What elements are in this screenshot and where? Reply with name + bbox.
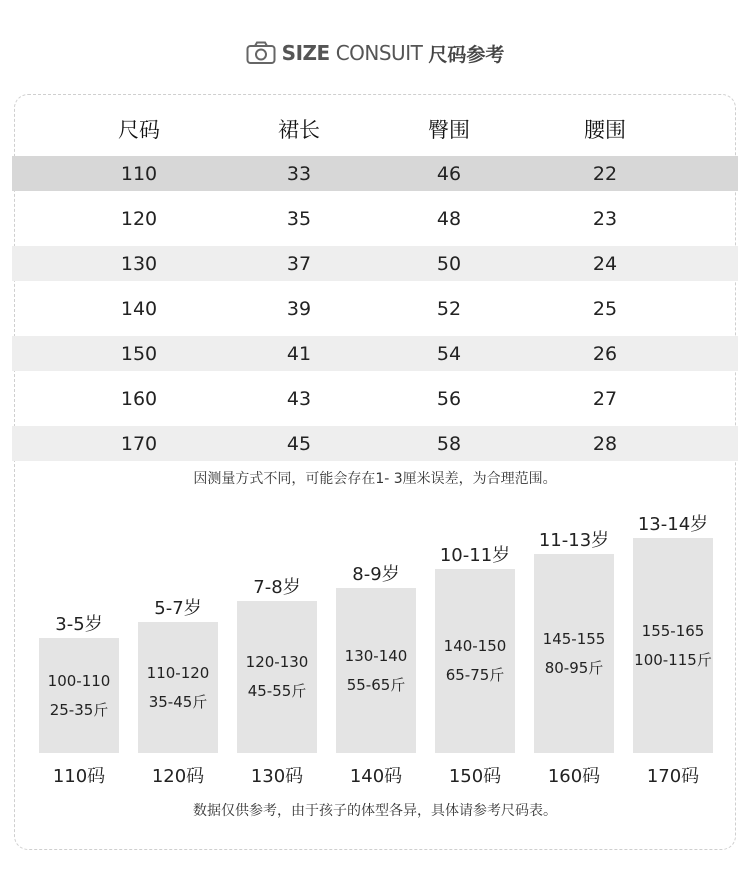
cell-waist: 27 [592, 387, 618, 410]
cell-hip: 50 [436, 252, 462, 275]
height-range: 100-110 [47, 671, 111, 690]
cell-length: 41 [286, 342, 312, 365]
cell-waist: 24 [592, 252, 618, 275]
header-length-col: 裙长 [278, 118, 320, 142]
cell-hip: 52 [436, 297, 462, 320]
cell-size: 160 [120, 387, 158, 410]
header-title-cn: 尺码参考 [428, 43, 505, 66]
age-label: 3-5岁 [55, 614, 103, 635]
height-range: 120-130 [245, 653, 309, 671]
size-label: 130码 [250, 766, 304, 787]
measure-note: 因测量方式不同，可能会存在1- 3厘米误差，为合理范围。 [193, 471, 557, 487]
cell-size: 170 [120, 432, 158, 455]
cell-hip: 48 [436, 207, 462, 230]
size-label: 160码 [547, 766, 601, 787]
header-size-col: 尺码 [118, 118, 160, 142]
cell-length: 43 [286, 387, 312, 410]
weight-range: 55-65斤 [346, 675, 406, 694]
cell-size: 120 [120, 207, 158, 230]
size-label: 120码 [151, 766, 205, 787]
cell-hip: 54 [436, 342, 462, 365]
weight-range: 45-55斤 [247, 682, 307, 700]
cell-length: 45 [286, 432, 312, 455]
height-range: 130-140 [344, 646, 408, 665]
cell-length: 33 [286, 162, 312, 185]
height-range: 110-120 [146, 663, 210, 682]
age-label: 11-13岁 [538, 530, 610, 551]
header-hip-col: 臀围 [428, 118, 470, 142]
header-waist-col: 腰围 [584, 118, 626, 142]
weight-range: 35-45斤 [148, 692, 208, 711]
cell-size: 140 [120, 297, 158, 320]
height-range: 145-155 [542, 629, 606, 648]
cell-waist: 26 [592, 342, 618, 365]
cell-waist: 23 [592, 207, 618, 230]
header-consuit: CONSUIT [335, 41, 423, 65]
cell-size: 110 [120, 162, 158, 185]
cell-size: 150 [120, 342, 158, 365]
age-label: 13-14岁 [637, 514, 709, 535]
cell-hip: 46 [436, 162, 462, 185]
cell-hip: 56 [436, 387, 462, 410]
header-size: SIZE [281, 41, 330, 65]
height-range: 155-165 [641, 621, 705, 640]
age-label: 5-7岁 [154, 598, 202, 619]
weight-range: 65-75斤 [445, 666, 505, 684]
size-label: 140码 [349, 766, 403, 787]
weight-range: 80-95斤 [544, 658, 604, 677]
cell-waist: 22 [592, 162, 618, 185]
cell-waist: 28 [592, 432, 618, 455]
age-label: 8-9岁 [352, 564, 400, 585]
height-range: 140-150 [443, 637, 507, 655]
size-label: 150码 [448, 766, 502, 787]
age-label: 7-8岁 [253, 577, 301, 598]
size-label: 110码 [52, 766, 106, 787]
cell-hip: 58 [436, 432, 462, 455]
cell-length: 39 [286, 297, 312, 320]
age-label: 10-11岁 [439, 545, 511, 566]
cell-length: 35 [286, 207, 312, 230]
cell-waist: 25 [592, 297, 618, 320]
weight-range: 25-35斤 [49, 700, 109, 719]
weight-range: 100-115斤 [634, 650, 712, 669]
cell-length: 37 [286, 252, 312, 275]
reference-note: 数据仅供参考，由于孩子的体型各异，具体请参考尺码表。 [193, 803, 557, 819]
size-label: 170码 [646, 766, 700, 787]
cell-size: 130 [120, 252, 158, 275]
